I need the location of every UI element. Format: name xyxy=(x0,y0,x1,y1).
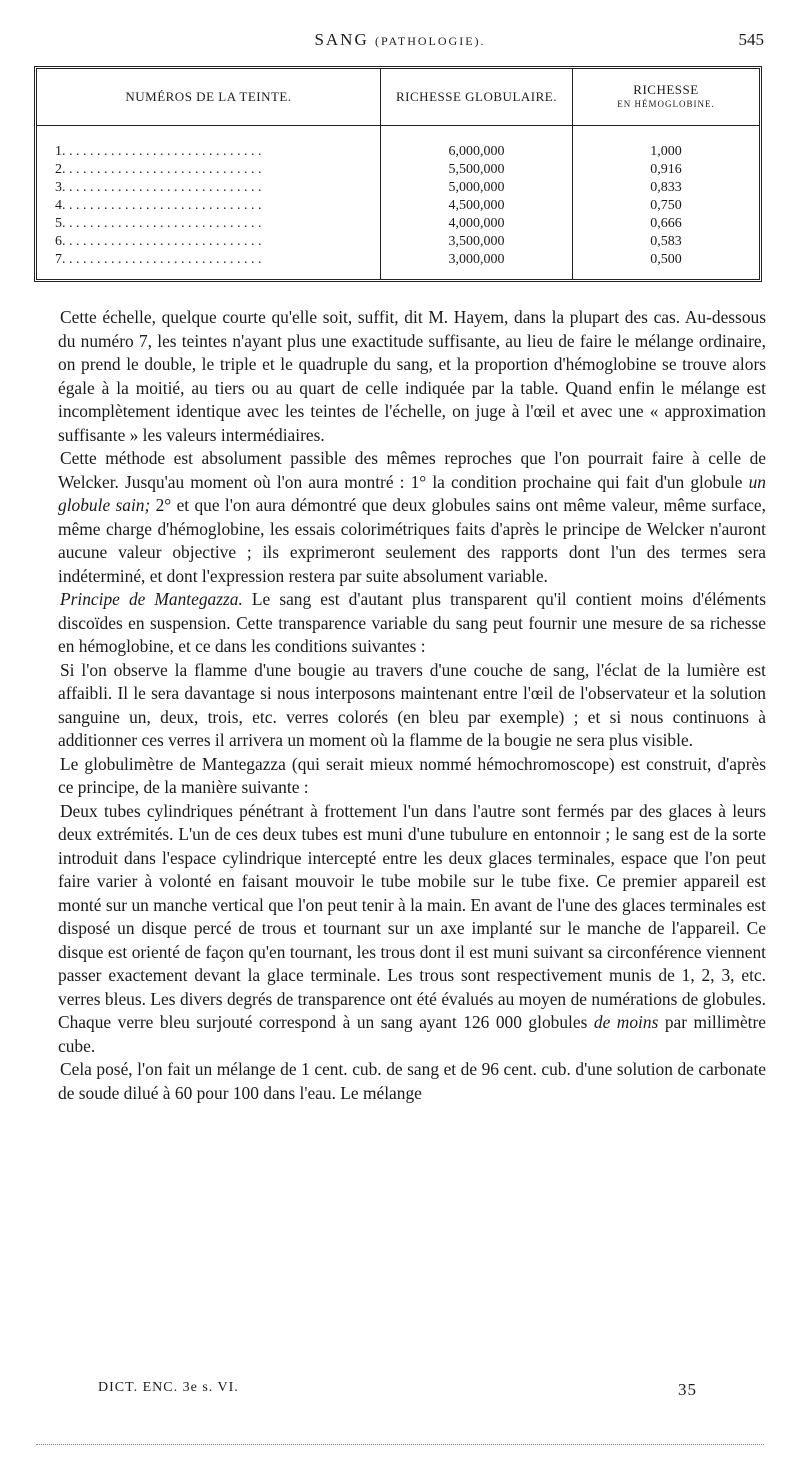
row-globules: 3,500,000 xyxy=(448,234,505,249)
paragraph-text: 2° et que l'on aura démontré que deux globules sains ont même valeur, même surface, même charge d'hémoglobine, les essais colorimétriques faits d'après le principe de Welcker n'auront aucune valeur objective ; ils exprimeront seulement des rapports dont l'un des termes sera indéterminé, et dont l'expression restera par suite absolument variable. xyxy=(58,495,766,586)
row-number: 2. . . . . . . . . . . . . . . . . . . . . . . . . . . . . xyxy=(55,162,262,177)
row-number: 5. . . . . . . . . . . . . . . . . . . . . . . . . . . . . xyxy=(55,216,262,231)
paragraph-text: par millimètre cube. xyxy=(58,1012,766,1056)
row-hemoglobine: 0,916 xyxy=(650,162,682,177)
body-text xyxy=(58,306,766,1105)
row-number: 6. . . . . . . . . . . . . . . . . . . . . . . . . . . . . xyxy=(55,234,262,249)
data-table xyxy=(34,66,762,282)
table-row xyxy=(37,233,759,251)
table-row xyxy=(37,143,759,161)
footer-reference: DICT. ENC. 3e s. VI. xyxy=(98,1380,239,1395)
row-number: 4. . . . . . . . . . . . . . . . . . . . . . . . . . . . . xyxy=(55,198,262,213)
paragraph-text: Le sang est d'autant plus transparent qu'il contient moins d'éléments discoïdes en suspension. Cette transparence variable du sang peut fournir une mesure de sa richesse en hémoglobine, et ce dans les conditions suivantes : xyxy=(58,589,766,656)
row-hemoglobine: 0,583 xyxy=(650,234,682,249)
row-hemoglobine: 0,833 xyxy=(650,180,682,195)
paragraph: Cette échelle, quelque courte qu'elle soit, suffit, dit M. Hayem, dans la plupart des cas. Au-dessous du numéro 7, les teintes n'ayant plus une exactitude suffisante, au lieu de faire le mélange ordinaire, on prend le double, le triple et le quadruple du sang, et la proportion d'hémoglobine se trouve alors égale à la moitié, au tiers ou au quart de celle indiquée par la table. Quand enfin le mélange est incomplètement identique avec les teintes de l'échelle, on juge à l'œil et avec une « approximation suffisante » les valeurs intermédiaires. xyxy=(58,307,766,445)
row-hemoglobine: 0,500 xyxy=(650,252,682,267)
row-globules: 5,000,000 xyxy=(448,180,505,195)
footer xyxy=(98,1380,698,1399)
row-number: 3. . . . . . . . . . . . . . . . . . . . . . . . . . . . . xyxy=(55,180,262,195)
col-header-richesse-hemoglobine xyxy=(573,69,759,125)
paragraph-text: Cette méthode est absolument passible des mêmes reproches que l'on pourrait faire à celle de Welcker. Jusqu'au moment où l'on aura montré : 1° la condition prochaine qui fait d'un globule xyxy=(58,448,766,492)
page-number: 545 xyxy=(738,30,764,49)
paragraph: Le globulimètre de Mantegazza (qui serait mieux nommé hémochromoscope) est construit, d'après ce principe, de la manière suivante : xyxy=(58,753,766,797)
table-row xyxy=(37,251,759,269)
row-globules: 6,000,000 xyxy=(448,144,505,159)
row-hemoglobine: 0,666 xyxy=(650,216,682,231)
emphasis-text: un globule sain; xyxy=(58,471,766,515)
paragraph-text: Deux tubes cylindriques pénétrant à frottement l'un dans l'autre sont fermés par des glaces à leurs deux extrémités. L'un de ces deux tubes est muni d'une tubulure en entonnoir ; le sang est de la sorte introduit dans l'espace cylindrique intercepté entre les deux glaces terminales, espace que l'on peut faire varier à volonté en faisant mouvoir le tube mobile sur le tube fixe. Ce premier appareil est monté sur un manche vertical que l'on peut tenir à la main. En avant de l'une des glaces terminales est disposé un disque percé de trous et tournant sur un axe implanté sur le manche de l'appareil. Ce disque est orienté de façon qu'en tournant, les trous dont il est muni suivant sa circonférence viennent passer exactement devant la glace terminale. Les trous sont respectivement munis de 1, 2, 3, etc. verres bleus. Les divers degrés de transparence ont été évalués au moyen de numérations de globules. Chaque verre bleu surjouté correspond à un sang ayant 126 000 globules xyxy=(58,800,766,1032)
col3-line2: EN HÉMOGLOBINE. xyxy=(617,99,715,109)
paragraph xyxy=(58,447,766,588)
paragraph xyxy=(58,588,766,659)
running-title-main: SANG xyxy=(314,30,369,49)
table-row xyxy=(37,179,759,197)
bottom-dotted-line xyxy=(36,1444,764,1447)
paragraph: Si l'on observe la flamme d'une bougie au travers d'une couche de sang, l'éclat de la lumière est affaibli. Il le sera davantage si nous interposons maintenant entre l'œil de l'observateur et la solution sanguine un, deux, trois, etc. verres colorés (en bleu par exemple) ; et si nous continuons à additionner ces verres il arrivera un moment où la flamme de la bougie ne sera plus visible. xyxy=(58,659,766,750)
row-hemoglobine: 1,000 xyxy=(650,144,682,159)
row-number: 7. . . . . . . . . . . . . . . . . . . . . . . . . . . . . xyxy=(55,252,262,267)
signature-number: 35 xyxy=(678,1380,697,1399)
section-lead: Principe de Mantegazza. xyxy=(60,589,243,609)
col-header-richesse-globulaire: RICHESSE GLOBULAIRE. xyxy=(396,89,557,104)
paragraph xyxy=(58,800,766,1059)
paragraph: Cela posé, l'on fait un mélange de 1 cent. cub. de sang et de 96 cent. cub. d'une solution de carbonate de soude dilué à 60 pour 100 dans l'eau. Le mélange xyxy=(58,1059,766,1103)
table-row xyxy=(37,161,759,179)
col3-line1: RICHESSE xyxy=(633,82,699,97)
emphasis-text: de moins xyxy=(593,1012,659,1032)
row-number: 1. . . . . . . . . . . . . . . . . . . . . . . . . . . . . xyxy=(55,144,262,159)
row-globules: 4,000,000 xyxy=(448,216,505,231)
row-globules: 3,000,000 xyxy=(448,252,505,267)
row-globules: 4,500,000 xyxy=(448,198,505,213)
running-head xyxy=(36,30,764,56)
table-row xyxy=(37,215,759,233)
running-title xyxy=(36,30,764,50)
table-row xyxy=(37,197,759,215)
row-hemoglobine: 0,750 xyxy=(650,198,682,213)
running-title-sub: (PATHOLOGIE). xyxy=(374,34,486,48)
col-header-numeros: NUMÉROS DE LA TEINTE. xyxy=(125,89,292,104)
row-globules: 5,500,000 xyxy=(448,162,505,177)
table-body xyxy=(37,143,759,269)
